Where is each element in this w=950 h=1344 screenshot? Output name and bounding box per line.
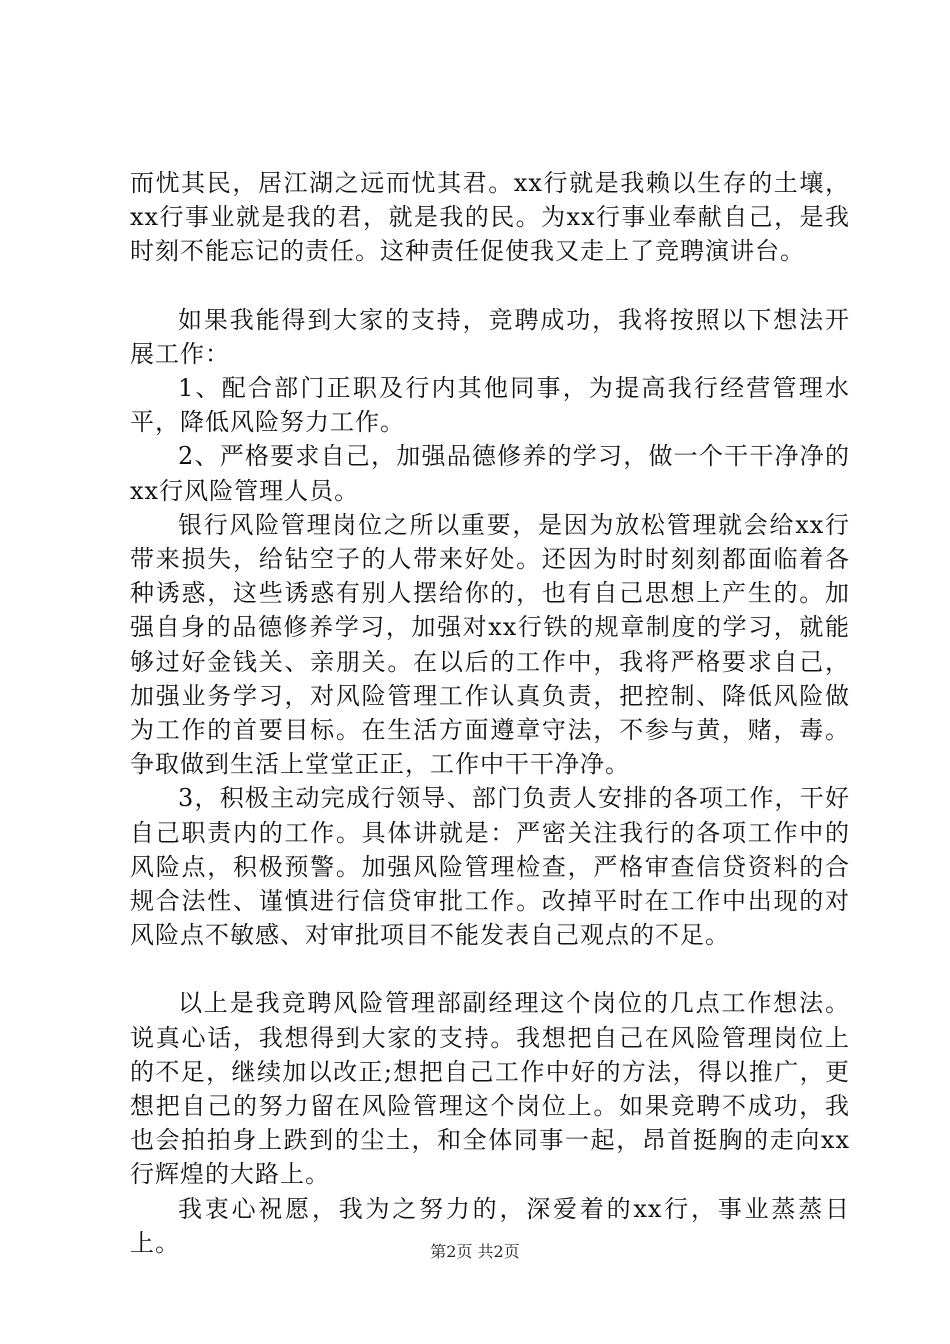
paragraph-risk-management: 银行风险管理岗位之所以重要，是因为放松管理就会给xx行带来损失，给钻空子的人带来好处。还因为时时刻刻都面临着各种诱惑，这些诱惑有别人摆给你的，也有自己思想上产生的。加强自身的品德修养学习，加强对xx行铁的规章制度的学习，就能够过好金钱关、亲朋关。在以后的工作中，我将严格要求自己，加强业务学习，对风险管理工作认真负责，把控制、降低风险做为工作的首要目标。在生活方面遵章守法，不参与黄，赌，毒。争取做到生活上堂堂正正，工作中干干净净。 xyxy=(130,510,850,779)
paragraph-item-2: 2、严格要求自己，加强品德修养的学习，做一个干干净净的xx行风险管理人员。 xyxy=(130,442,850,505)
paragraph-continuation: 而忧其民，居江湖之远而忧其君。xx行就是我赖以生存的土壤，xx行事业就是我的君，就是我的民。为xx行事业奉献自己，是我时刻不能忘记的责任。这种责任促使我又走上了竞聘演讲台。 xyxy=(130,169,850,266)
document-body xyxy=(130,166,850,1260)
page-footer: 第2页 共2页 xyxy=(430,1242,520,1261)
paragraph-item-1: 1、配合部门正职及行内其他同事，为提高我行经营管理水平，降低风险努力工作。 xyxy=(130,374,850,437)
paragraph-intro: 如果我能得到大家的支持，竞聘成功，我将按照以下想法开展工作： xyxy=(130,305,850,368)
paragraph-item-3: 3，积极主动完成行领导、部门负责人安排的各项工作，干好自己职责内的工作。具体讲就是：严密关注我行的各项工作中的风险点，积极预警。加强风险管理检查，严格审查信贷资料的合规合法性、谨慎进行信贷审批工作。改掉平时在工作中出现的对风险点不敏感、对审批项目不能发表自己观点的不足。 xyxy=(130,784,850,950)
paragraph-summary: 以上是我竞聘风险管理部副经理这个岗位的几点工作想法。说真心话，我想得到大家的支持。我想把自己在风险管理岗位上的不足，继续加以改正;想把自己工作中好的方法，得以推广，更想把自己的努力留在风险管理这个岗位上。如果竞聘不成功，我也会拍拍身上跌到的尘土，和全体同事一起，昂首挺胸的走向xx行辉煌的大路上。 xyxy=(130,989,850,1189)
paragraph-closing: 我衷心祝愿，我为之努力的，深爱着的xx行，事业蒸蒸日上。 xyxy=(130,1194,850,1257)
